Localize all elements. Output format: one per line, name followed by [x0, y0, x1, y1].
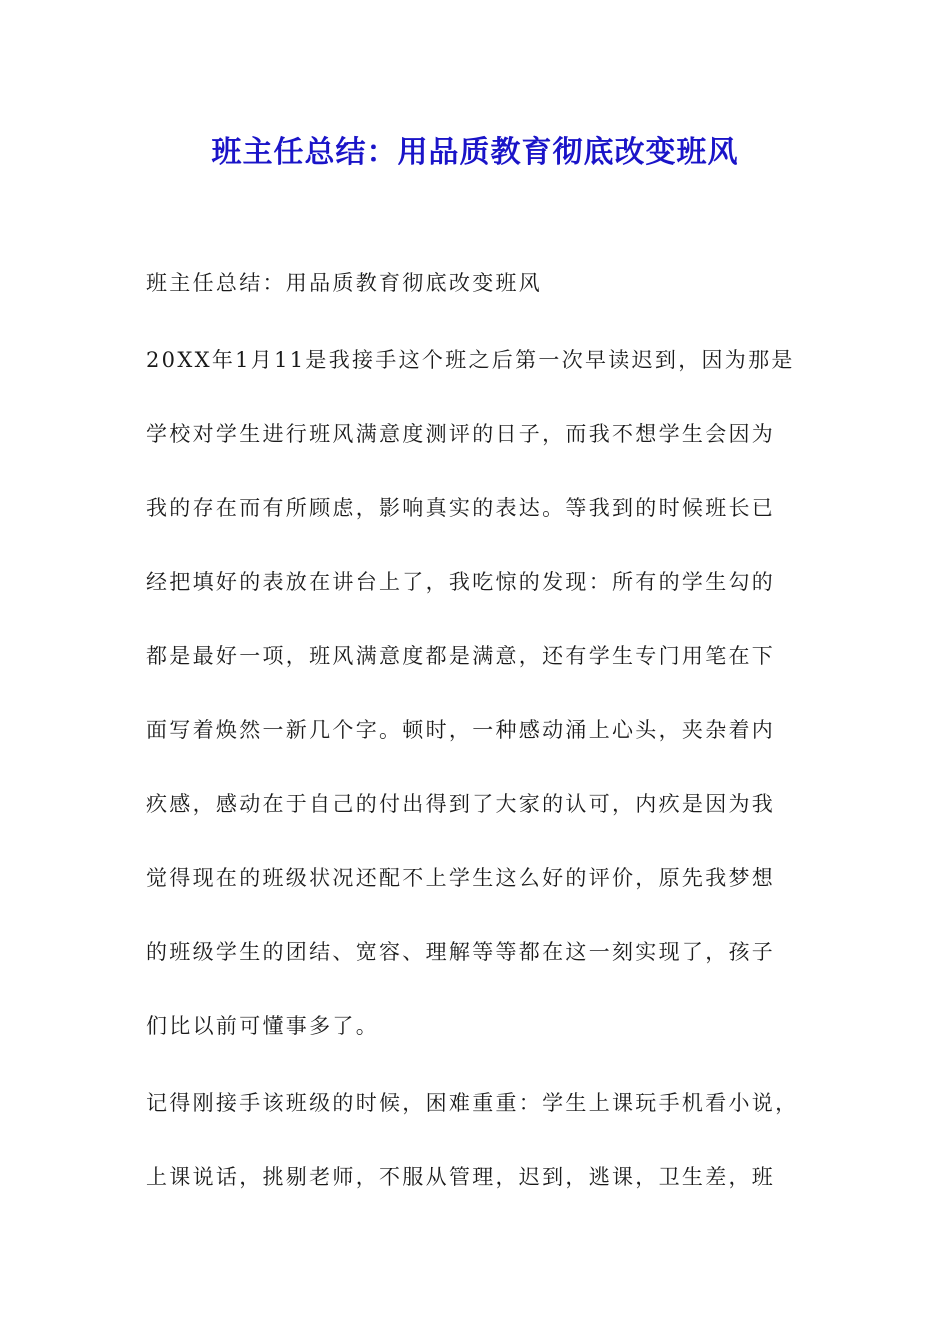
body-line: 上课说话，挑剔老师，不服从管理，迟到，逃课，卫生差，班 [146, 1165, 776, 1189]
body-line: 面写着焕然一新几个字。顿时，一种感动涌上心头，夹杂着内 [146, 718, 776, 742]
body-line: 都是最好一项，班风满意度都是满意，还有学生专门用笔在下 [146, 644, 776, 668]
body-line: 记得刚接手该班级的时候，困难重重：学生上课玩手机看小说， [146, 1091, 799, 1115]
body-line: 学校对学生进行班风满意度测评的日子，而我不想学生会因为 [146, 422, 776, 446]
body-line: 疚感，感动在于自己的付出得到了大家的认可，内疚是因为我 [146, 792, 776, 816]
body-line: 经把填好的表放在讲台上了，我吃惊的发现：所有的学生勾的 [146, 570, 776, 594]
body-line: 觉得现在的班级状况还配不上学生这么好的评价，原先我梦想 [146, 866, 776, 890]
body-line: 们比以前可懂事多了。 [146, 1014, 379, 1038]
document-title: 班主任总结：用品质教育彻底改变班风 [211, 135, 739, 170]
body-line: 的班级学生的团结、宽容、理解等等都在这一刻实现了，孩子 [146, 940, 776, 964]
body-line: 班主任总结：用品质教育彻底改变班风 [146, 271, 543, 295]
body-line: 20XX年1月11是我接手这个班之后第一次早读迟到，因为那是 [146, 348, 795, 372]
body-line: 我的存在而有所顾虑，影响真实的表达。等我到的时候班长已 [146, 496, 776, 520]
